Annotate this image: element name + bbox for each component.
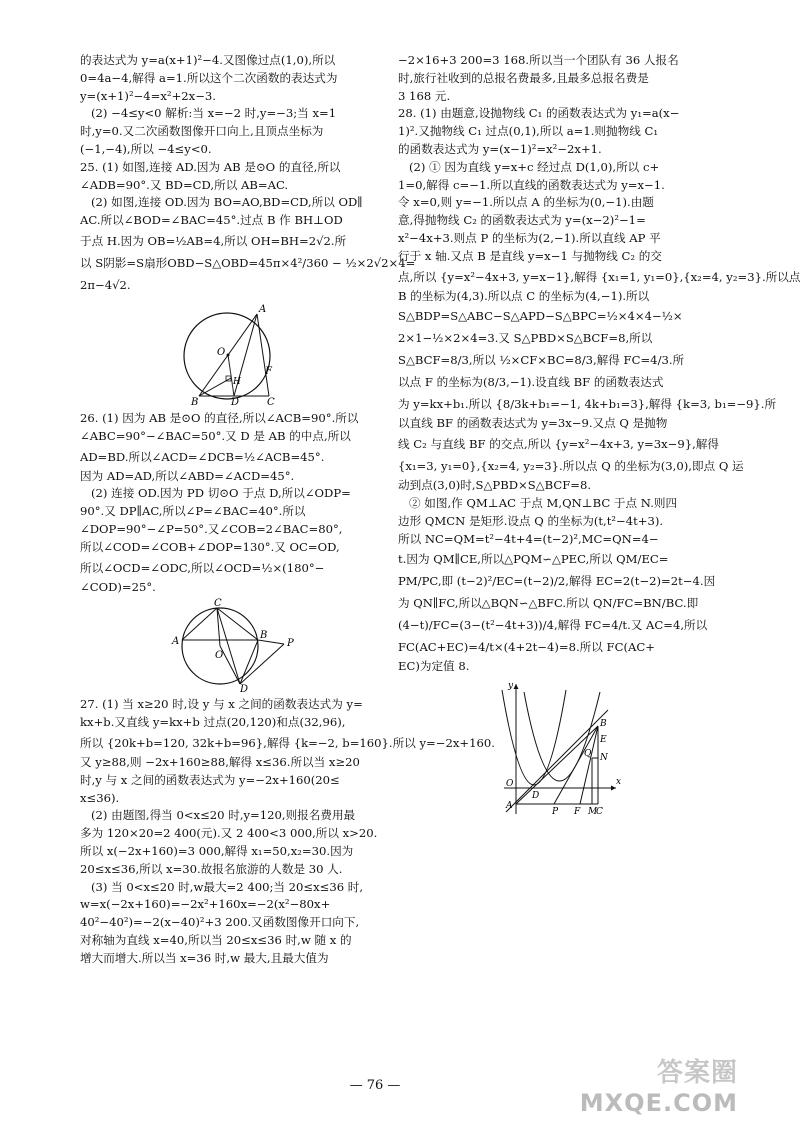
text-line: 40²−40²)=−2(x−40)²+3 200.又函数图像开口向下, [80,915,360,930]
text-line: 因为 AD=AD,所以∠ABD=∠ACD=45°. [80,468,295,483]
text-line: 为 QN∥FC,所以△BQN∽△BFC.所以 QN/FC=BN/BC.即 [398,596,699,611]
text-line: 动到点(3,0)时,S△PBD×S△BCF=8. [398,478,592,493]
text-line: (−1,−4),所以 −4≤y<0. [80,141,212,156]
text-line: {x₁=3, y₁=0},{x₂=4, y₂=3}.所以点 Q 的坐标为(3,0),即点 Q 运 [398,459,744,474]
point-label: N [600,753,608,764]
text-line: 所以 {20k+b=120, 32k+b=96},解得 {k=−2, b=160}.所以 y=−2x+160. [80,735,495,750]
text-line: AC.所以∠BOD=∠BAC=45°.过点 B 作 BH⊥OD [80,213,343,228]
figure-28-parabolas [494,680,624,816]
text-line: 90°.又 DP∥AC,所以∠P=∠BAC=40°.所以 [80,504,306,519]
text-line: 于点 H.因为 OB=½AB=4,所以 OH=BH=2√2.所 [80,233,347,248]
text-line: PM/PC,即 (t−2)²/EC=(t−2)/2,解得 EC=2(t−2)=2t−4.因 [398,574,716,589]
text-line: (2) 由题图,得当 0<x≤20 时,y=120,则报名费用最 [91,808,356,823]
text-line: 行于 x 轴.又点 B 是直线 y=x−1 与抛物线 C₂ 的交 [398,248,662,263]
text-line: 所以∠OCD=∠ODC,所以∠OCD=½×(180°− [80,560,325,575]
point-label: Q [584,749,592,760]
point-label: C [267,396,275,408]
text-line: (2) ① 因为直线 y=x+c 经过点 D(1,0),所以 c+ [409,159,660,174]
text-line: 1=0,解得 c=−1.所以直线的函数表达式为 y=x−1. [398,177,665,192]
text-line: w=x(−2x+160)=−2x²+160x=−2(x²−80x+ [80,897,331,912]
text-line: kx+b.又直线 y=kx+b 过点(20,120)和点(32,96), [80,715,346,730]
axis-label: x [616,777,622,788]
text-line: AD=BD.所以∠ACD=∠DCB=½∠ACB=45°. [80,449,325,464]
text-line: (2) 如图,连接 OD.因为 BO=AO,BD=CD,所以 OD∥ [91,195,363,210]
axis-label: y [508,681,514,692]
text-line: 时,旅行社收到的总报名费最多,且最多总报名费是 [398,70,649,85]
text-line: 线 C₂ 与直线 BF 的交点,所以 {y=x²−4x+3, y=3x−9},解得 [398,437,719,452]
text-line: (4−t)/FC=(3−(t²−4t+3))/4,解得 FC=4/t.又 AC=4,所以 [398,618,708,633]
text-line: ∠ADB=90°.又 BD=CD,所以 AB=AC. [80,177,289,192]
figure-26-circle [160,598,300,696]
point-label: E [600,735,607,746]
text-line: 令 x=0,则 y=−1.所以点 A 的坐标为(0,−1).由题 [398,195,654,210]
question-25-start: 25. (1) 如图,连接 AD.因为 AB 是⊙O 的直径,所以 [80,159,341,174]
text-line: 的函数表达式为 y=(x−1)²=x²−2x+1. [398,141,602,156]
figure-25-circle [175,300,285,406]
point-label: O [215,650,224,662]
text-line: 对称轴为直线 x=40,所以当 20≤x≤36 时,w 随 x 的 [80,932,352,947]
text-line: −2×16+3 200=3 168.所以当一个团队有 36 人报名 [398,53,679,67]
text-line: 所以 NC=QM=t²−4t+4=(t−2)²,MC=QN=4− [398,531,659,546]
point-label: F [265,365,272,377]
point-label: H [233,376,241,387]
text-line: S△BCF=8/3,所以 ½×CF×BC=8/3,解得 FC=4/3.所 [398,353,685,368]
text-line: EC)为定值 8. [398,659,470,674]
text-line: FC(AC+EC)=4/t×(4+2t−4)=8.所以 FC(AC+ [398,640,655,655]
watermark-logo [580,1052,738,1117]
text-line: 时,y=0.又二次函数图像开口向上,且顶点坐标为 [80,124,324,139]
point-label: C [596,807,603,818]
text-line: 意,得抛物线 C₂ 的函数表达式为 y=(x−2)²−1= [398,213,646,228]
text-line: (2) 连接 OD.因为 PD 切⊙O 于点 D,所以∠ODP= [91,486,351,501]
point-label: B [191,396,199,408]
text-line: 所以∠COD=∠COB+∠DOP=130°.又 OC=OD, [80,539,340,554]
text-line: 以点 F 的坐标为(8/3,−1).设直线 BF 的函数表达式 [398,375,664,390]
text-line: 时,y 与 x 之间的函数表达式为 y=−2x+160(20≤ [80,772,340,787]
right-column [398,52,800,820]
text-line: 2×1−½×2×4=3.又 S△PBD×S△BCF=8,所以 [398,331,653,346]
point-label: D [231,396,240,408]
text-line: ∠COD)=25°. [80,579,156,594]
point-label: P [552,807,559,818]
text-line: B 的坐标为(4,3).所以点 C 的坐标为(4,−1).所以 [398,288,650,303]
text-line: 以 S阴影=S扇形OBD−S△OBD=45π×4²/360 − ½×2√2×4= [80,255,416,270]
text-line: 1)².又抛物线 C₁ 过点(0,1),所以 a=1.则抛物线 C₁ [398,124,658,139]
point-label: O [217,346,226,358]
point-label: A [172,636,180,648]
page-number: — 76 — [349,1078,401,1093]
point-label: B [600,719,607,730]
point-label: B [260,630,268,642]
point-label: A [259,303,267,315]
text-line: 增大而增大.所以当 x=36 时,w 最大,且最大值为 [80,950,329,965]
text-line: (3) 当 0<x≤20 时,w最大=2 400;当 20≤x≤36 时, [91,879,364,894]
text-line: ∠ABC=90°−∠BAC=50°.又 D 是 AB 的中点,所以 [80,428,351,443]
text-line: 边形 QMCN 是矩形.设点 Q 的坐标为(t,t²−4t+3). [398,513,664,528]
point-label: A [506,801,513,812]
text-line: 20≤x≤36,所以 x=30.故报名旅游的人数是 30 人. [80,861,343,876]
text-line: 2π−4√2. [80,277,131,292]
text-line: 又 y≥88,则 −2x+160≥88,解得 x≤36.所以当 x≥20 [80,754,360,769]
text-line: 所以 x(−2x+160)=3 000,解得 x₁=50,x₂=30.因为 [80,843,354,858]
point-label: O [506,779,514,790]
text-line: 点,所以 {y=x²−4x+3, y=x−1},解得 {x₁=1, y₁=0},{x₂=4, y₂=3}.所以点 [398,269,800,284]
watermark-text: 答案圈 [656,1058,738,1088]
text-line: t.因为 QM∥CE,所以△PQM∽△PEC,所以 QM/EC= [398,552,669,567]
text-line: (2) −4≤y<0 解析:当 x=−2 时,y=−3;当 x=1 [91,106,337,121]
text-line: S△BDP=S△ABC−S△APD−S△BPC=½×4×4−½× [398,309,683,324]
point-label: D [532,791,540,802]
watermark-url: MXQE.COM [579,1089,738,1117]
text-line: ② 如图,作 QM⊥AC 于点 M,QN⊥BC 于点 N.则四 [409,495,678,510]
question-26-start: 26. (1) 因为 AB 是⊙O 的直径,所以∠ACB=90°.所以 [80,410,359,425]
point-label: M [588,807,598,818]
text-line: ∠DOP=90°−∠P=50°.又∠COB=2∠BAC=80°, [80,521,343,536]
text-line: x²−4x+3.则点 P 的坐标为(2,−1).所以直线 AP 平 [398,230,661,245]
text-line: 3 168 元. [398,88,451,103]
question-28-start: 28. (1) 由题意,设抛物线 C₁ 的函数表达式为 y₁=a(x− [398,106,680,121]
text-line: 的表达式为 y=a(x+1)²−4.又图像过点(1,0),所以 [80,53,336,67]
point-label: P [287,638,294,650]
text-line: y=(x+1)²−4=x²+2x−3. [80,88,216,103]
point-label: D [240,684,249,696]
point-label: F [574,807,581,818]
text-line: 为 y=kx+b₁.所以 {8/3k+b₁=−1, 4k+b₁=3},解得 {k=3, b₁=−9}.所 [398,397,777,412]
question-27-start: 27. (1) 当 x≥20 时,设 y 与 x 之间的函数表达式为 y= [80,697,363,712]
text-line: 0=4a−4,解得 a=1.所以这个二次函数的表达式为 [80,70,338,85]
text-line: 多为 120×20=2 400(元).又 2 400<3 000,所以 x>20. [80,826,378,841]
text-line: x≤36). [80,790,120,805]
text-line: 以直线 BF 的函数表达式为 y=3x−9.又点 Q 是抛物 [398,416,668,431]
point-label: C [214,598,222,610]
